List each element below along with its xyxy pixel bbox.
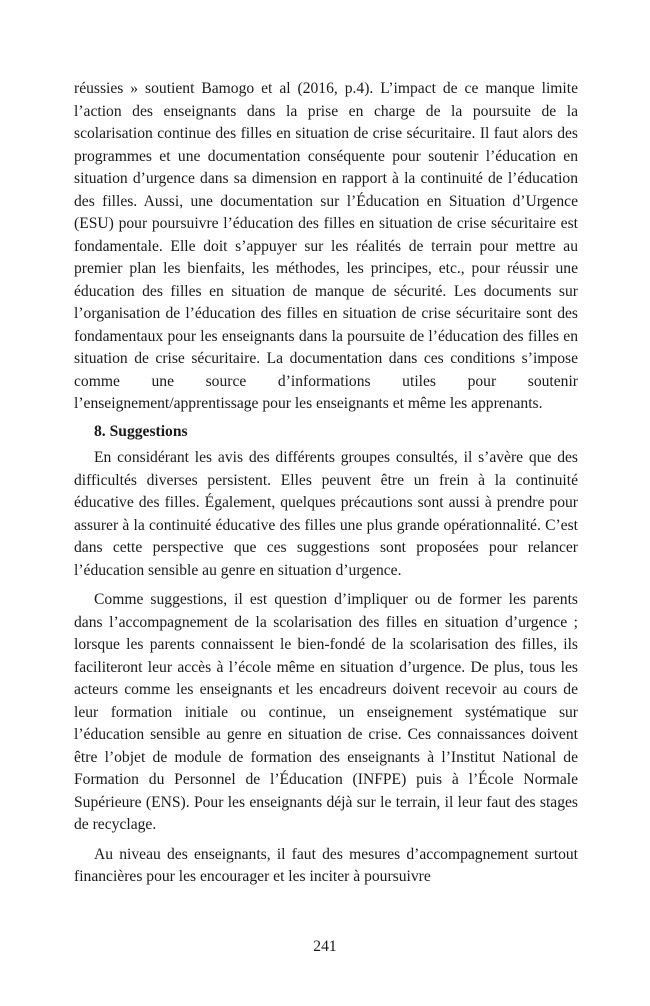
section-heading: 8. Suggestions	[94, 422, 188, 440]
page-body	[74, 78, 578, 889]
paragraph-continuation: réussies » soutient Bamogo et al (2016, p.4). L’impact de ce manque limite l’action des enseignants dans la prise en charge de la poursuite de la scolarisation continue des filles en situation de crise sécuritaire. Il faut alors des programmes et une documentation conséquente pour soutenir l’éducation en situation d’urgence dans sa dimension en rapport à la continuité de l’éducation des filles. Aussi, une documentation sur l’Éducation en Situation d’Urgence (ESU) pour poursuivre l’éducation des filles en situation de crise sécuritaire est fondamentale. Elle doit s’appuyer sur les réalités de terrain pour mettre au premier plan les bienfaits, les méthodes, les principes, etc., pour réussir une éducation des filles en situation de manque de sécurité. Les documents sur l’organisation de l’éducation des filles en situation de crise sécuritaire sont des fondamentaux pour les enseignants dans la poursuite de l’éducation des filles en situation de crise sécuritaire. La documentation dans ces conditions s’impose comme une source d’informations utiles pour soutenir l’enseignement/apprentissage pour les enseignants et même les apprenants.	[74, 80, 578, 412]
paragraph: Au niveau des enseignants, il faut des mesures d’accompagnement surtout financières pour les encourager et les inciter à poursuivre	[74, 845, 578, 885]
page-number: 241	[313, 938, 337, 955]
paragraph: Comme suggestions, il est question d’impliquer ou de former les parents dans l’accompagnement de la scolarisation des filles en situation d’urgence ; lorsque les parents connaissent le bien-fondé de la scolarisation des filles, ils faciliteront leur accès à l’école même en situation d’urgence. De plus, tous les acteurs comme les enseignants et les encadreurs doivent recevoir au cours de leur formation initiale ou continue, un enseignement systématique sur l’éducation sensible au genre en situation de crise. Ces connaissances doivent être l’objet de module de formation des enseignants à l’Institut National de Formation du Personnel de l’Éducation (INFPE) puis à l’École Normale Supérieure (ENS). Pour les enseignants déjà sur le terrain, il leur faut des stages de recyclage.	[74, 591, 578, 833]
paragraph: En considérant les avis des différents groupes consultés, il s’avère que des difficultés diverses persistent. Elles peuvent être un frein à la continuité éducative des filles. Également, quelques précautions sont aussi à prendre pour assurer à la continuité éducative des filles une plus grande opérationnalité. C’est dans cette perspective que ces suggestions sont proposées pour relancer l’éducation sensible au genre en situation d’urgence.	[74, 449, 578, 579]
